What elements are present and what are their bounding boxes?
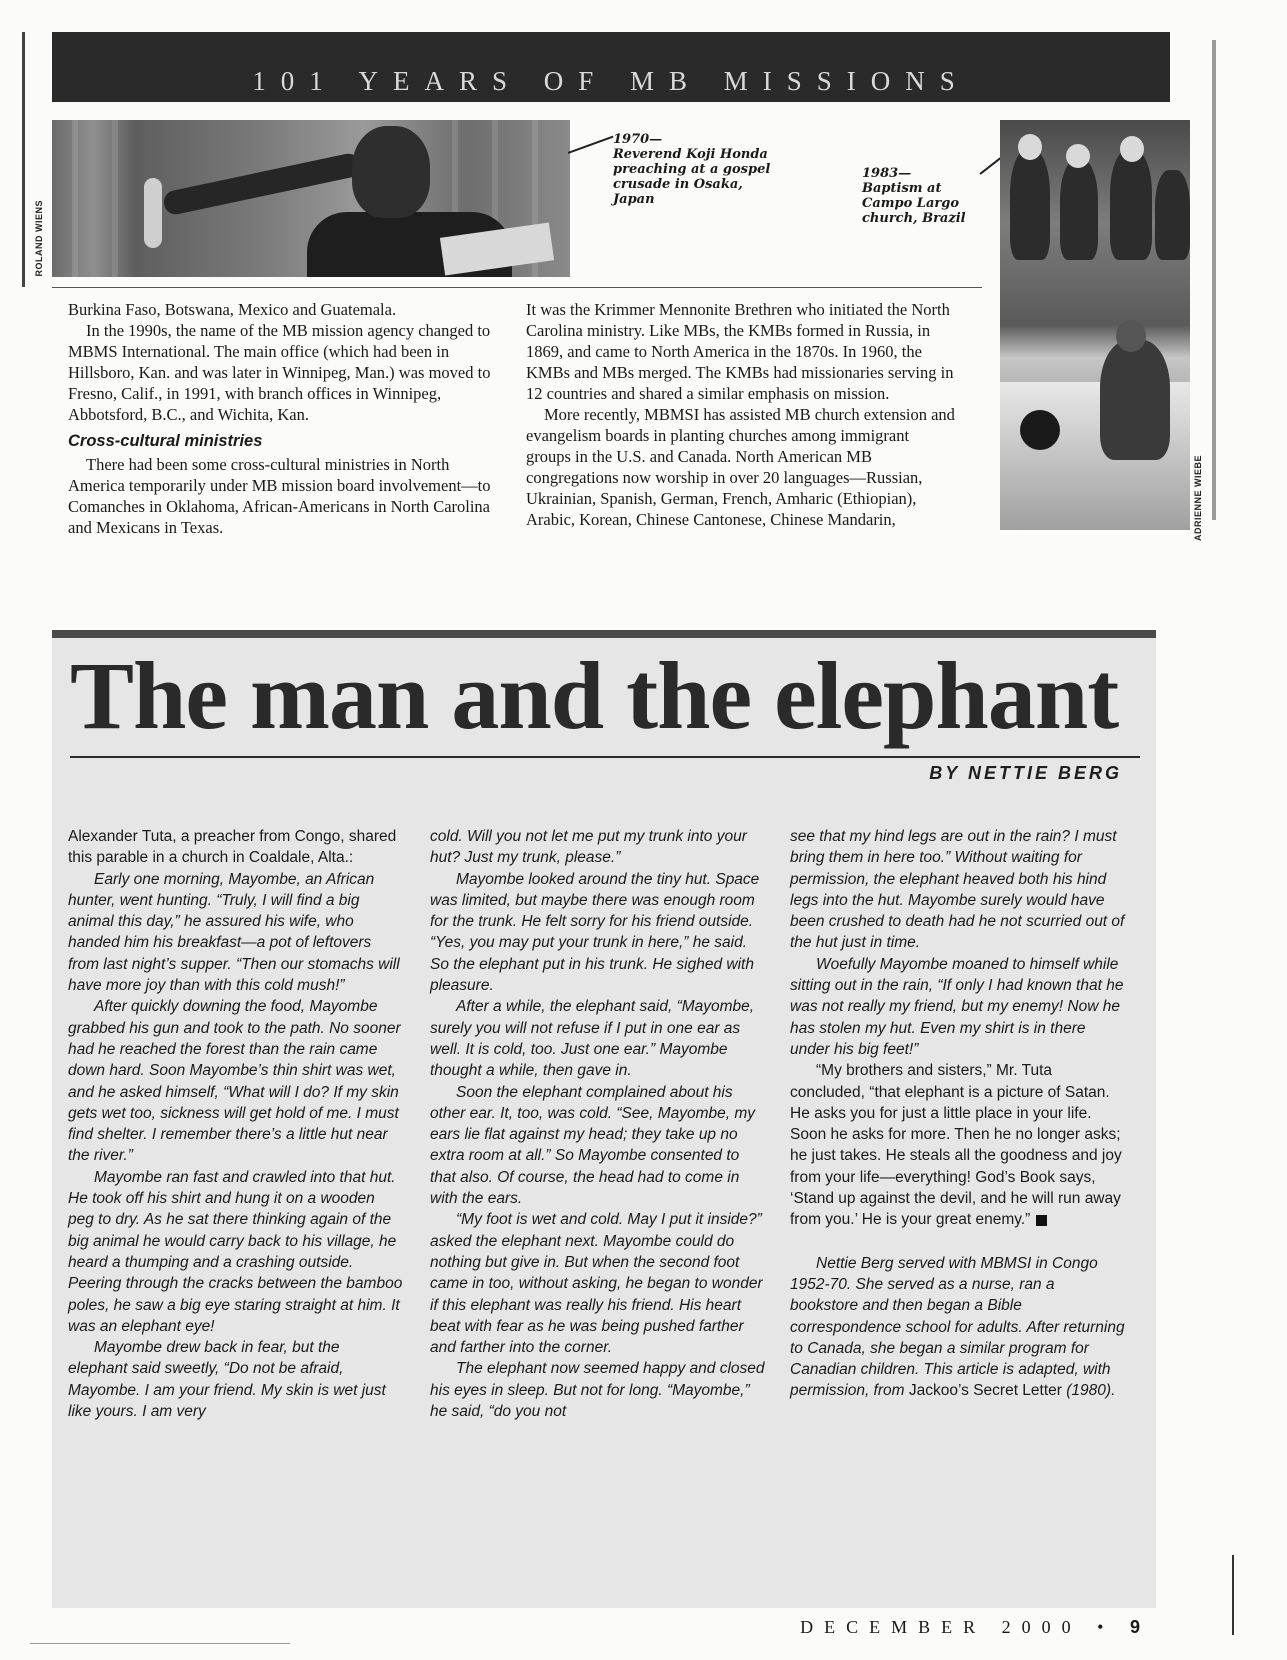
story-column-2: [430, 826, 765, 1422]
story-headline: The man and the elephant: [70, 642, 1119, 749]
bio-main: Nettie Berg served with MBMSI in Congo 1952-70. She served as a nurse, ran a bookstore and then began a Bible correspondence school for adults. After returning to Canada, she began a similar program for Canadian children. This article is adapted, with permission, from: [790, 1254, 1125, 1400]
conclusion-text: “My brothers and sisters,” Mr. Tuta concluded, “that elephant is a picture of Satan. He asks you for just a little place in your life. Soon he asks for more. Then he no longer asks; he just takes. He steals all the goodness and joy from your life—everything! God’s Book says, ‘Stand up against the devil, and he will run away from you.’ He is your great enemy.”: [790, 1062, 1122, 1229]
photo-credit-2: ADRIENNE WIEBE: [1193, 455, 1203, 542]
photo-caption-2: [862, 166, 982, 226]
page-edge-shadow: [1212, 40, 1216, 520]
top-section-rule: [52, 287, 982, 288]
paragraph: Alexander Tuta, a preacher from Congo, shared this parable in a church in Coaldale, Alta.:: [68, 828, 397, 867]
footer-bullet: •: [1097, 1617, 1115, 1637]
top-article-column-2: [526, 299, 956, 530]
paragraph: Woefully Mayombe moaned to himself while sitting out in the rain, “If only I had known that he was not really my friend, but my enemy! Now he has stolen my hut. Even my shirt is in there under his big feet!”: [790, 955, 1124, 1058]
footer-rule: [30, 1643, 290, 1644]
paragraph: see that my hind legs are out in the rain? I must bring them in here too.” Without waiting for permission, the elephant heaved both his hind legs into the hut. Mayombe surely would have been crushed to death had he not scurried out of the hut just in time.: [790, 828, 1125, 952]
photo-preacher: [52, 120, 570, 277]
footer-date: DECEMBER 2000: [800, 1617, 1082, 1637]
photo-caption-1: [613, 132, 788, 207]
banner-title: 101 YEARS OF MB MISSIONS: [252, 66, 970, 96]
paragraph: It was the Krimmer Mennonite Brethren who initiated the North Carolina ministry. Like MBs, the KMBs formed in Russia, in 1869, and came to North America in the 1870s. In 1960, the KMBs and MBs merged. The KMBs had missionaries serving in 12 countries and shared a similar emphasis on mission.: [526, 300, 954, 403]
paragraph: There had been some cross-cultural ministries in North America temporarily under MB mission board involvement—to Comanches in Oklahoma, African-Americans in North Carolina and Mexicans in Texas.: [68, 455, 491, 537]
bio-year: (1980).: [1066, 1382, 1116, 1400]
byline: BY NETTIE BERG: [929, 763, 1122, 783]
paragraph: In the 1990s, the name of the MB mission agency changed to MBMS International. The main office (which had been in Hillsboro, Kan. and was later in Winnipeg, Man.) was moved to Fresno, Calif., in 1991, with branch offices in Winnipeg, Abbotsford, B.C., and Wichita, Kan.: [68, 321, 491, 424]
top-article-column-1: [68, 299, 500, 538]
paragraph: Mayombe ran fast and crawled into that hut. He took off his shirt and hung it on a wooden peg to dry. As he sat there thinking again of the big animal he would carry back to his village, he heard a thumping and a crashing outside. Peering through the cracks between the bamboo poles, he saw a big eye staring straight at him. It was an elephant eye!: [68, 1168, 403, 1335]
end-mark: [1036, 1215, 1047, 1226]
caption-year-1: 1970—: [613, 132, 663, 147]
left-margin-rule: [22, 32, 25, 287]
paragraph: Burkina Faso, Botswana, Mexico and Guatemala.: [68, 300, 397, 319]
page-footer: [780, 1617, 1140, 1638]
paragraph: More recently, MBMSI has assisted MB church extension and evangelism boards in planting churches among immigrant groups in the U.S. and Canada. North American MB congregations now worship in over 20 languages—Russian, Ukrainian, Spanish, German, French, Amharic (Ethiopian), Arabic, Korean, Chinese Cantonese, Chinese Mandarin,: [526, 405, 955, 529]
photo-credit-1: ROLAND WIENS: [34, 200, 44, 277]
caption-text-1: Reverend Koji Honda preaching at a gospel crusade in Osaka, Japan: [613, 147, 771, 207]
author-bio: [790, 1253, 1125, 1402]
story-column-3: [790, 826, 1125, 1402]
page-number: 9: [1129, 1617, 1140, 1637]
caption-year-2: 1983—: [862, 166, 912, 181]
paragraph: Mayombe drew back in fear, but the elephant said sweetly, “Do not be afraid, Mayombe. I am your friend. My skin is wet just like yours. I am very: [68, 1339, 386, 1421]
story-column-1: [68, 826, 403, 1422]
paragraph: Mayombe looked around the tiny hut. Space was limited, but maybe there was enough room for the trunk. He felt sorry for his friend outside. “Yes, you may put your trunk in here,” he said. So the elephant put in his trunk. He sighed with pleasure.: [430, 870, 760, 995]
paragraph: The elephant now seemed happy and closed his eyes in sleep. But not for long. “Mayombe,” he said, “do you not: [430, 1360, 765, 1421]
section-divider: [52, 630, 1156, 638]
bio-book-title: Jackoo’s Secret Letter: [908, 1382, 1062, 1400]
caption-text-2: Baptism at Campo Largo church, Brazil: [862, 181, 966, 226]
paragraph: cold. Will you not let me put my trunk into your hut? Just my trunk, please.”: [430, 828, 747, 867]
caption-leader-1: [568, 136, 614, 154]
page-edge-mark: [1232, 1555, 1234, 1635]
headline-rule: [70, 756, 1140, 758]
paragraph-conclusion: [790, 1060, 1125, 1230]
paragraph: “My foot is wet and cold. May I put it inside?” asked the elephant next. Mayombe could do nothing but give in. But when the second foot came in too, without asking, he began to wonder if this elephant was really his friend. His heart beat with fear as he was being pushed farther and farther into the corner.: [430, 1211, 763, 1357]
photo-baptism: [1000, 120, 1190, 530]
paragraph: After a while, the elephant said, “Mayombe, surely you will not refuse if I put in one ear as well. It is cold, too. Just one ear.” Mayombe thought a while, then gave in.: [430, 998, 755, 1080]
paragraph: Early one morning, Mayombe, an African hunter, went hunting. “Truly, I will find a big animal this day,” he assured his wife, who handed him his breakfast—a pot of leftovers from last night’s supper. “Then our stomachs will have more joy than with this cold mush!”: [68, 870, 400, 995]
subheading: Cross-cultural ministries: [68, 432, 263, 450]
paragraph: Soon the elephant complained about his other ear. It, too, was cold. “See, Mayombe, my ears lie flat against my head; they take up no extra room at all.” So Mayombe consented to that also. Of course, the head had to come in with the ears.: [430, 1083, 756, 1208]
paragraph: After quickly downing the food, Mayombe grabbed his gun and took to the path. No sooner had he reached the forest than the rain came down hard. Soon Mayombe’s thin shirt was wet, and he asked himself, “What will I do? If my skin gets wet too, sickness will get hold of me. I must find shelter. I remember there’s a little hut near the river.”: [68, 998, 401, 1165]
